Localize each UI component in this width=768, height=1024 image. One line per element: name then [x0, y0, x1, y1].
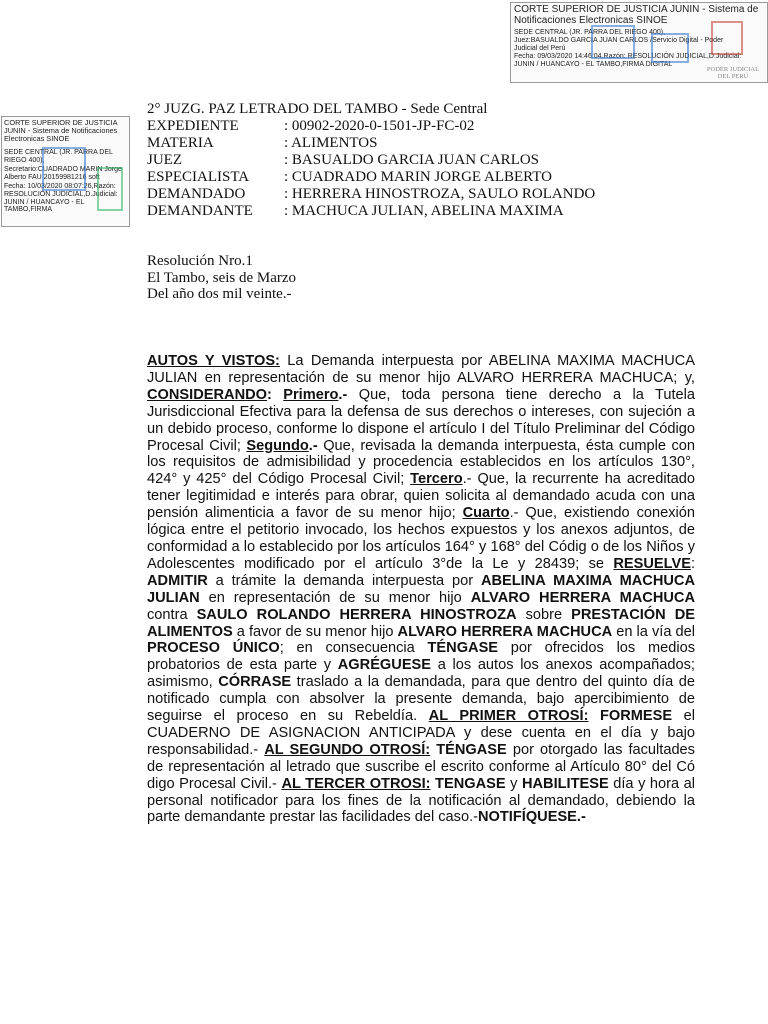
body-formese: FORMESE: [588, 708, 673, 725]
stamp-detail: Secretario:CUADRADO MARIN Jorge Alberto FAU 20159981216 soft: [4, 166, 122, 181]
signature-watermark-icon: [97, 167, 123, 211]
header-row-materia: [147, 135, 595, 152]
header-row-demandante: [147, 203, 595, 220]
resolution-number: Resolución Nro.1: [147, 253, 253, 269]
header-row-demandado: [147, 186, 595, 203]
body-heading-tercero: Tercero: [410, 471, 463, 488]
resolution-year: Del año dos mil veinte.-: [147, 286, 292, 302]
body-text: en representación de su menor hijo: [199, 589, 471, 606]
resolution-place-date: El Tambo, seis de Marzo: [147, 269, 297, 286]
body-habilitese: HABILITESE: [521, 775, 609, 792]
resolution-block: [147, 253, 296, 303]
header-label: EXPEDIENTE: [147, 118, 239, 134]
header-value: : CUADRADO MARIN JORGE ALBERTO: [284, 169, 553, 185]
body-tercer-otrosi: AL TERCER OTROSI:: [281, 775, 431, 792]
body-text: .- Que, la recurrente ha acreditado tener legitimidad e interés para obrar, quien solicita al demandado acuda con una pensión alimenticia a favor de su menor hijo;: [147, 471, 695, 522]
body-correse: CÓRRASE: [218, 674, 292, 691]
body-minor-name: ALVARO HERRERA MACHUCA: [470, 589, 695, 606]
header-label: DEMANDANTE: [147, 203, 253, 219]
body-text: el CUADERNO DE ASIGNACION ANTICIPADA y dese cuenta en el día y bajo responsabilidad.-: [147, 708, 695, 758]
header-label: ESPECIALISTA: [147, 169, 250, 185]
signature-watermark-icon: [651, 33, 689, 63]
digital-signature-stamp-judge: [510, 2, 768, 83]
body-text: .-: [308, 437, 318, 454]
body-tengase: TENGASE: [430, 775, 506, 792]
header-label: MATERIA: [147, 135, 214, 151]
body-heading-cuarto: Cuarto: [462, 505, 510, 522]
stamp-title: CORTE SUPERIOR DE JUSTICIA JUNIN - Sistema de Notificaciones Electronicas SINOE: [514, 4, 759, 26]
body-tengase: TÉNGASE: [427, 640, 499, 657]
body-text: La Demanda interpuesta por ABELINA MAXIMA MACHUCA JULIAN en representación de su menor hijo ALVARO HERRERA MACHUCA; y,: [147, 353, 696, 386]
body-tengase: TÉNGASE: [430, 741, 507, 758]
body-text: en la vía del: [612, 623, 696, 640]
digital-signature-stamp-secretary: [1, 116, 130, 227]
case-header: [147, 101, 595, 220]
body-text: contra: [147, 606, 197, 623]
body-materia: PRESTACIÓN DE ALIMENTOS: [147, 606, 695, 640]
poder-judicial-logo: PODER JUDICIAL DEL PERÚ: [706, 66, 760, 80]
header-value: : 00902-2020-0-1501-JP-FC-02: [284, 118, 475, 134]
body-text: a favor de su menor hijo: [232, 623, 398, 640]
body-text: :: [267, 386, 284, 403]
stamp-detail: Juez:BASUALDO GARCIA JUAN CARLOS /Servicio Digital - Poder: [514, 37, 724, 44]
body-text: traslado a la demandada, para que dentro del quinto día de notificado cumpla con absolver la presente demanda, bajo apercibimiento de seguirse el proceso en su Rebeldía.: [147, 674, 695, 725]
body-heading-considerando: CONSIDERANDO: [147, 386, 267, 403]
body-demandado-name: SAULO ROLANDO HERRERA HINOSTROZA: [196, 606, 517, 623]
body-segundo-otrosi: AL SEGUNDO OTROSÍ:: [264, 741, 431, 758]
header-label: JUEZ: [147, 152, 182, 168]
body-text: .- Que, existiendo conexión lógica entre el petitorio invocado, los hechos expuestos y los anexos adjuntos, de conformidad a lo establecido por los artículos 164° y 168° del Códig o de los Niños y Adolescentes modificado por el artículo 3°de la Le y 28439; se: [147, 505, 695, 572]
header-value: : HERRERA HINOSTROZA, SAULO ROLANDO: [284, 186, 596, 202]
signature-watermark-icon: [591, 25, 635, 59]
body-text: y: [505, 775, 522, 792]
stamp-title: CORTE SUPERIOR DE JUSTICIA JUNIN - Sistema de Notificaciones Electronicas SINOE: [4, 118, 118, 143]
stamp-detail: Fecha: 09/03/2020 14:46:04,Razón: RESOLUCIÓN JUDICIAL,D.Judicial:: [514, 53, 742, 60]
body-proceso: PROCESO ÚNICO: [147, 640, 280, 657]
body-heading-resuelve: RESUELVE: [613, 555, 691, 572]
body-heading-primero: Primero: [283, 386, 339, 403]
stamp-detail: JUNIN / HUANCAYO - EL TAMBO,FIRMA DIGITAL: [514, 61, 673, 68]
body-minor-name: ALVARO HERRERA MACHUCA: [397, 623, 613, 640]
header-row-expediente: [147, 118, 595, 135]
body-text: ; en consecuencia: [279, 640, 428, 657]
body-text: por ofrecidos los medios probatorios de esta parte y: [147, 640, 696, 674]
body-text: a trámite la demanda interpuesta por: [207, 572, 481, 589]
body-agreguese: AGRÉGUESE: [337, 657, 432, 674]
header-row-juez: [147, 152, 595, 169]
stamp-detail: Judicial del Perú: [514, 45, 566, 52]
body-heading-segundo: Segundo: [246, 437, 309, 454]
body-text: .-: [338, 386, 348, 403]
body-text: Que, toda persona tiene derecho a la Tutela Jurisdiccional Efectiva para la defensa de sus derechos o intereses, con sujeción a un debido proceso, conforme lo dispone el artículo I del Título Preliminar del Código Procesal Civil;: [147, 386, 695, 454]
signature-watermark-icon: [711, 21, 743, 55]
header-value: : MACHUCA JULIAN, ABELINA MAXIMA: [284, 203, 564, 219]
stamp-detail: Fecha: 10/03/2020 08:07:26,Razón: RESOLUCIÓN JUDICIAL,D.Judicial: JUNIN / HUANCAYO - EL TAMBO,FIRMA: [4, 183, 118, 214]
stamp-detail: SEDE CENTRAL (JR. PARRA DEL RIEGO 400),: [514, 29, 666, 36]
court-name: 2° JUZG. PAZ LETRADO DEL TAMBO - Sede Central: [147, 101, 488, 117]
body-text: día y hora al personal notificador para los fines de la notificación al demandado, debiendo la parte demandante prestar las facilidades del caso.-: [147, 775, 695, 826]
body-text: a los autos los anexos acompañados; asimismo,: [147, 657, 695, 691]
header-label: DEMANDADO: [147, 186, 246, 202]
header-row-especialista: [147, 169, 595, 186]
body-demandante-name: ABELINA MAXIMA MACHUCA JULIAN: [147, 572, 695, 606]
resolution-body: [147, 353, 695, 826]
body-text: :: [690, 555, 695, 572]
stamp-detail: SEDE CENTRAL (JR. PARRA DEL RIEGO 400),: [4, 149, 113, 164]
signature-watermark-icon: [42, 147, 86, 191]
body-text: sobre: [516, 606, 572, 623]
header-value: : BASUALDO GARCIA JUAN CARLOS: [284, 152, 540, 168]
body-primer-otrosi: AL PRIMER OTROSÍ:: [428, 708, 589, 725]
body-heading-autos: AUTOS Y VISTOS:: [147, 353, 280, 369]
body-text: por otorgado las facultades de representación al letrado que suscribe el escrito conforme al Artículo 80° del Có digo Procesal Civil.-: [147, 741, 695, 792]
body-notifiquese: NOTIFÍQUESE.-: [477, 809, 586, 826]
body-admitir: ADMITIR: [147, 572, 208, 589]
header-value: : ALIMENTOS: [284, 135, 378, 151]
body-text: Que, revisada la demanda interpuesta, ésta cumple con los requisitos de admisibilidad y procedencia establecidos en los artículos 130°, 424° y 425° del Código Procesal Civil;: [147, 437, 695, 488]
